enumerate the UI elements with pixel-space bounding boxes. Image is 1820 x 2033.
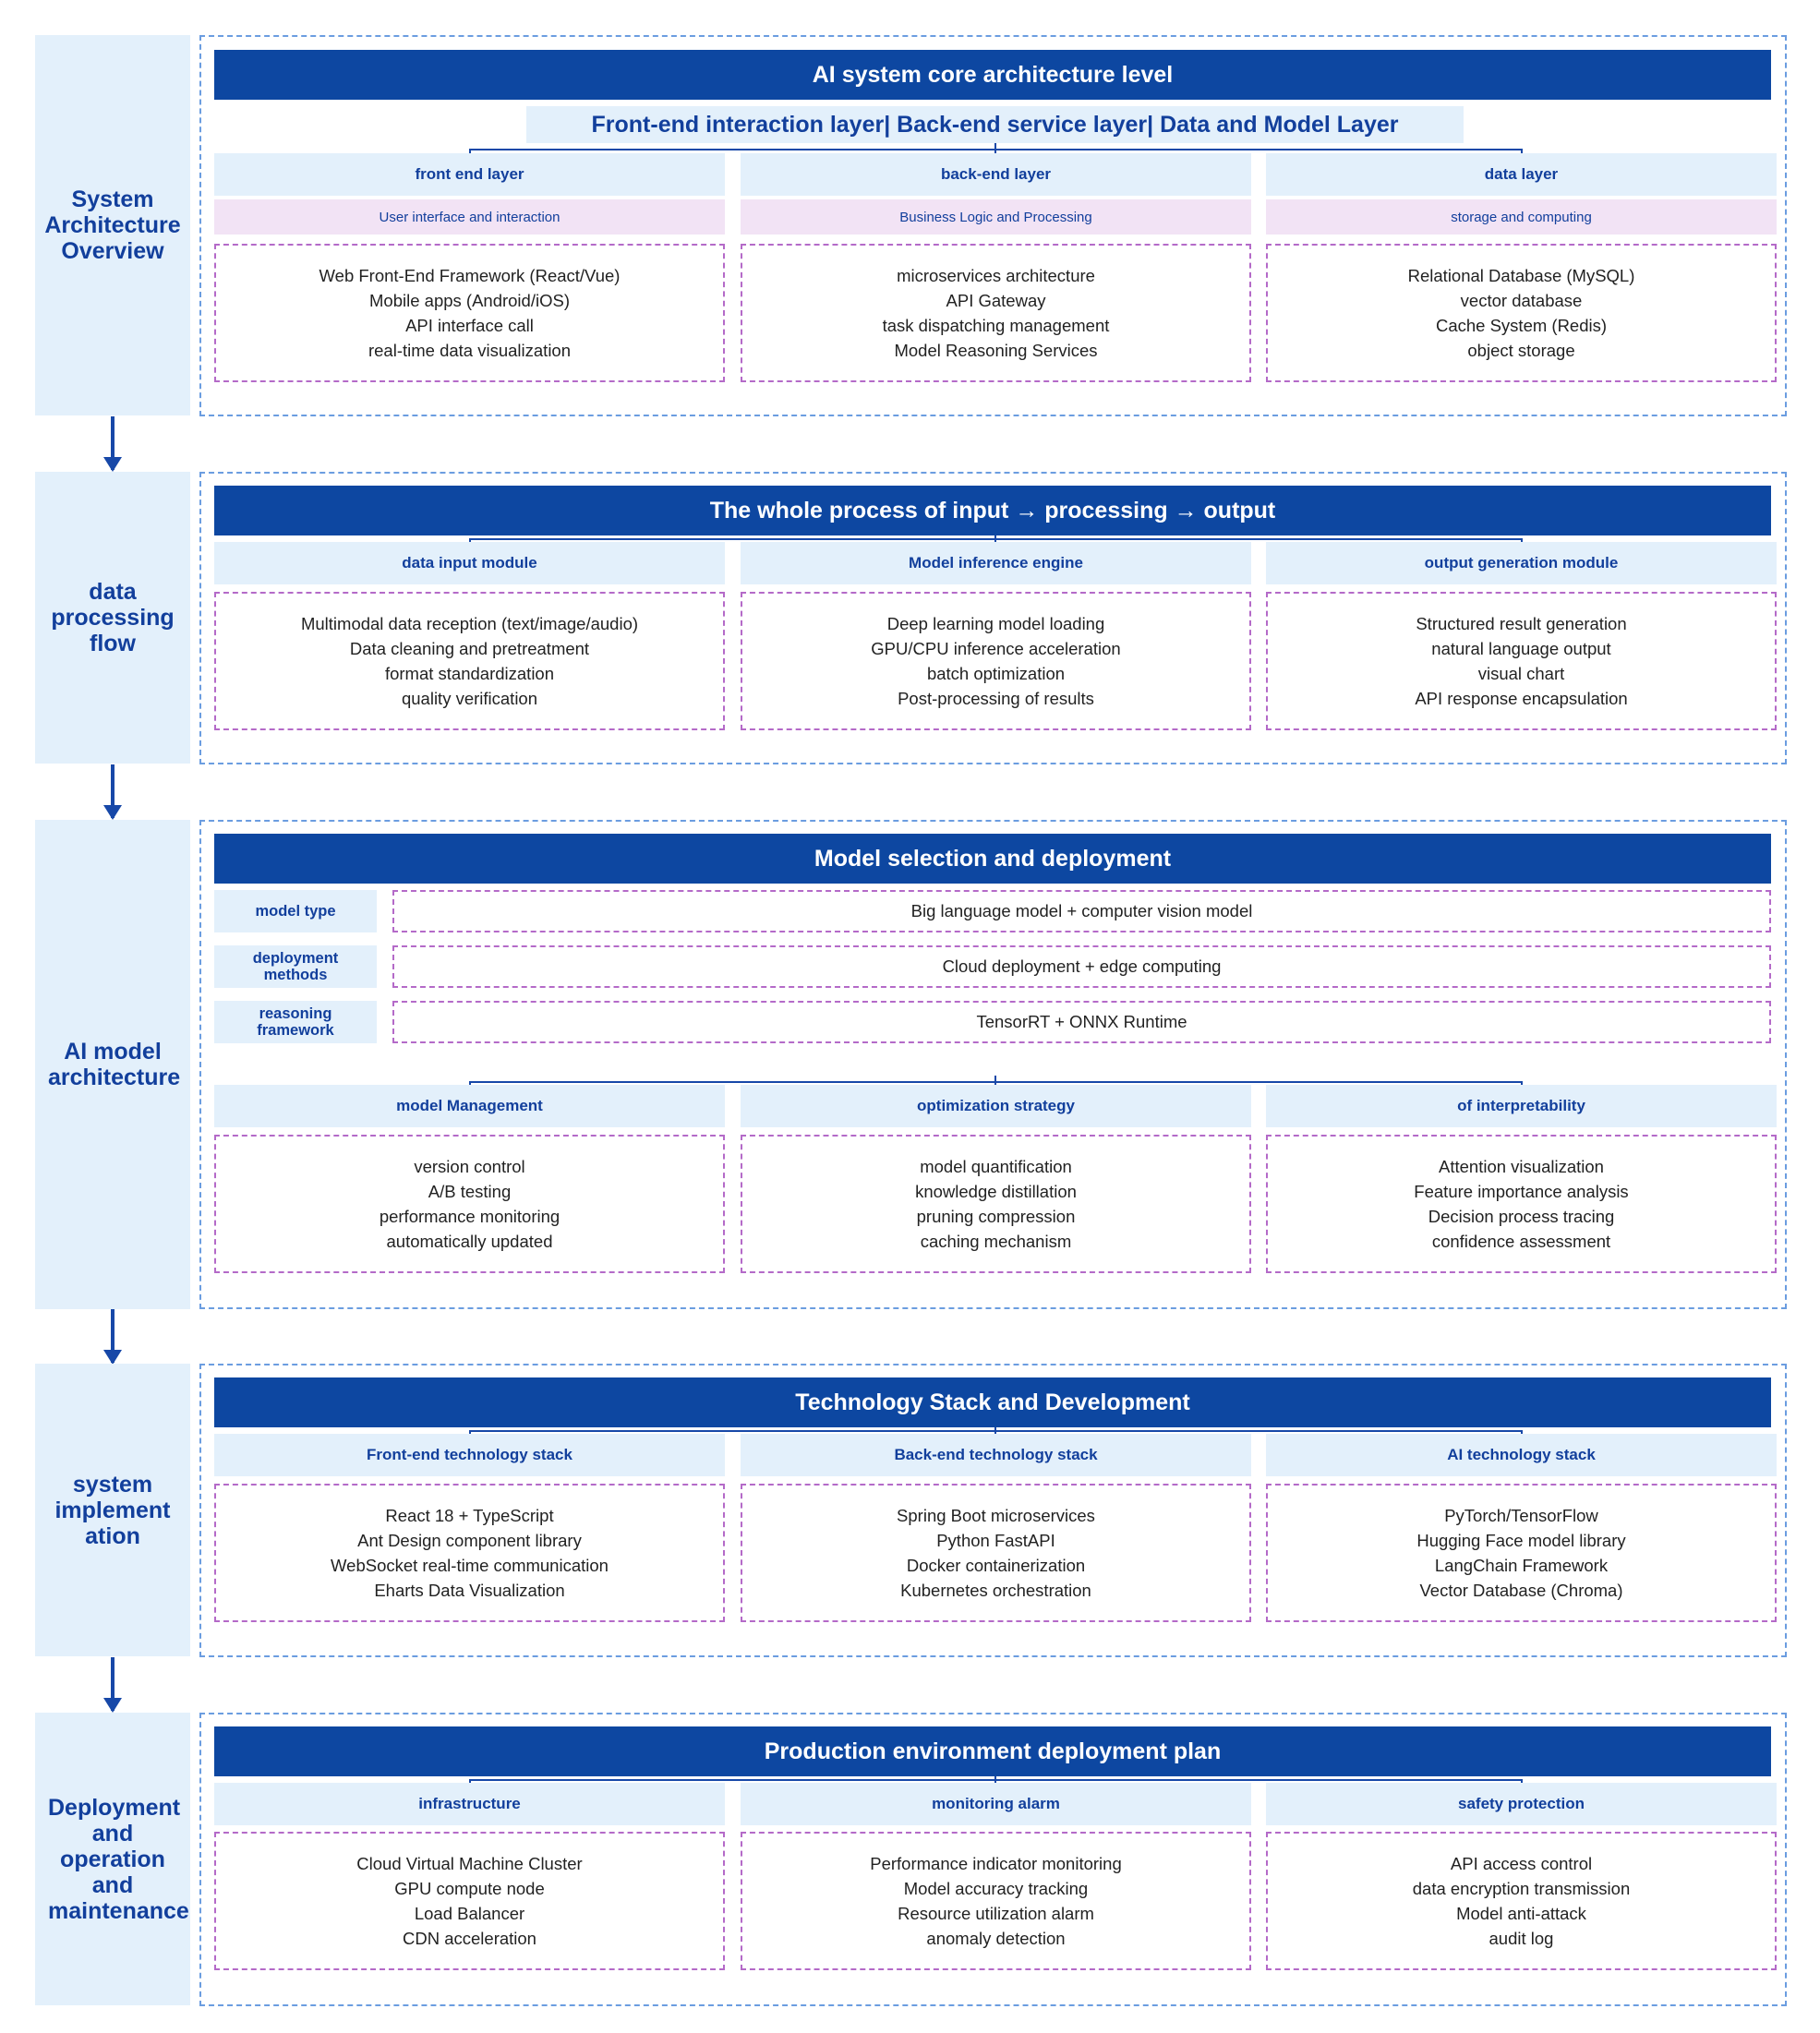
list-item: visual chart (1477, 664, 1565, 683)
list-item: caching mechanism (920, 1232, 1072, 1251)
column-head-safety-protection: safety protection (1266, 1783, 1777, 1825)
section-label-text: Deployment and operation and maintenance (48, 1794, 189, 1924)
section-subtitle-architecture (526, 106, 1464, 143)
section-title-data-processing (214, 486, 1771, 535)
list-item: Model accuracy tracking (903, 1879, 1089, 1898)
list-item: Eharts Data Visualization (374, 1581, 565, 1600)
column-content-data (1266, 244, 1777, 382)
list-item: vector database (1460, 291, 1583, 310)
list-item: Docker containerization (906, 1556, 1086, 1575)
list-item: version control (414, 1157, 525, 1176)
column-content-monitoring-alarm (741, 1832, 1251, 1970)
list-item: Load Balancer (414, 1904, 525, 1923)
list-item: Data cleaning and pretreatment (349, 639, 590, 658)
section-title-deployment (214, 1726, 1771, 1776)
list-item: automatically updated (386, 1232, 553, 1251)
column-content-output-generation (1266, 592, 1777, 730)
list-item: Kubernetes orchestration (900, 1581, 1091, 1600)
list-item: Web Front-End Framework (React/Vue) (319, 266, 621, 285)
section-label-deployment-operations (35, 1713, 190, 2005)
list-item: format standardization (384, 664, 555, 683)
list-item: batch optimization (926, 664, 1066, 683)
list-item: API response encapsulation (1415, 689, 1628, 708)
column-sub-front-end: User interface and interaction (214, 199, 725, 235)
list-item: Model Reasoning Services (894, 341, 1098, 360)
column-head-infrastructure: infrastructure (214, 1783, 725, 1825)
list-item: Post-processing of results (898, 689, 1094, 708)
flow-arrow-down (111, 1309, 115, 1363)
list-item: API Gateway (946, 291, 1046, 310)
list-item: WebSocket real-time communication (331, 1556, 609, 1575)
column-content-back-end-stack (741, 1484, 1251, 1622)
column-head-back-end-layer: back-end layer (741, 153, 1251, 196)
column-head-ai-stack: AI technology stack (1266, 1434, 1777, 1476)
list-item: Decision process tracing (1428, 1207, 1615, 1226)
list-item: Python FastAPI (936, 1531, 1055, 1550)
list-item: Cache System (Redis) (1435, 316, 1608, 335)
section-label-data-processing (35, 472, 190, 764)
list-item: Vector Database (Chroma) (1419, 1581, 1623, 1600)
column-head-optimization-strategy: optimization strategy (741, 1085, 1251, 1127)
list-item: Ant Design component library (357, 1531, 582, 1550)
section-title-text: Model selection and deployment (814, 845, 1172, 872)
list-item: Structured result generation (1416, 614, 1627, 633)
list-item: natural language output (1431, 639, 1611, 658)
list-item: Hugging Face model library (1416, 1531, 1626, 1550)
column-content-infrastructure (214, 1832, 725, 1970)
section-title-text: AI system core architecture level (812, 61, 1174, 88)
section-label-text: System Architecture Overview (44, 186, 181, 264)
row-label-reasoning-framework: reasoning framework (214, 1001, 377, 1043)
list-item: pruning compression (916, 1207, 1076, 1226)
list-item: Multimodal data reception (text/image/audio) (300, 614, 639, 633)
list-item: knowledge distillation (915, 1182, 1077, 1201)
column-content-inference-engine (741, 592, 1251, 730)
list-item: performance monitoring (379, 1207, 560, 1226)
list-item: GPU compute node (394, 1879, 545, 1898)
column-head-output-generation: output generation module (1266, 542, 1777, 584)
list-item: LangChain Framework (1434, 1556, 1609, 1575)
list-item: model quantification (920, 1157, 1072, 1176)
list-item: API access control (1450, 1854, 1593, 1873)
list-item: microservices architecture (897, 266, 1095, 285)
section-label-ai-model (35, 820, 190, 1309)
column-content-front-end-stack (214, 1484, 725, 1622)
section-label-system-architecture (35, 35, 190, 415)
list-item: PyTorch/TensorFlow (1444, 1506, 1598, 1525)
list-item: data encryption transmission (1412, 1879, 1631, 1898)
column-sub-data: storage and computing (1266, 199, 1777, 235)
column-content-front-end (214, 244, 725, 382)
list-item: API interface call (405, 316, 534, 335)
column-content-safety-protection (1266, 1832, 1777, 1970)
row-value-model-type: Big language model + computer vision model (392, 890, 1771, 932)
column-head-front-end-layer: front end layer (214, 153, 725, 196)
column-content-model-management (214, 1135, 725, 1273)
list-item: GPU/CPU inference acceleration (871, 639, 1121, 658)
column-head-model-management: model Management (214, 1085, 725, 1127)
column-head-data-input: data input module (214, 542, 725, 584)
list-item: confidence assessment (1431, 1232, 1611, 1251)
list-item: object storage (1467, 341, 1575, 360)
list-item: task dispatching management (882, 316, 1110, 335)
row-value-deployment-methods: Cloud deployment + edge computing (392, 945, 1771, 988)
list-item: Relational Database (MySQL) (1407, 266, 1635, 285)
column-content-optimization-strategy (741, 1135, 1251, 1273)
list-item: Deep learning model loading (886, 614, 1105, 633)
column-head-interpretability: of interpretability (1266, 1085, 1777, 1127)
column-content-data-input (214, 592, 725, 730)
list-item: Performance indicator monitoring (870, 1854, 1122, 1873)
section-label-text: AI model architecture (48, 1039, 181, 1090)
section-label-text: data processing flow (51, 579, 175, 656)
column-head-front-end-stack: Front-end technology stack (214, 1434, 725, 1476)
column-head-back-end-stack: Back-end technology stack (741, 1434, 1251, 1476)
section-title-implementation (214, 1377, 1771, 1427)
list-item: audit log (1489, 1929, 1554, 1948)
column-head-inference-engine: Model inference engine (741, 542, 1251, 584)
list-item: Mobile apps (Android/iOS) (369, 291, 570, 310)
list-item: real-time data visualization (368, 341, 572, 360)
section-subtitle-text: Front-end interaction layer| Back-end service layer| Data and Model Layer (591, 111, 1399, 138)
section-title-text: The whole process of input → processing → output (709, 497, 1276, 523)
section-title-architecture (214, 50, 1771, 100)
section-title-text: Technology Stack and Development (795, 1389, 1190, 1415)
column-content-interpretability (1266, 1135, 1777, 1273)
column-content-ai-stack (1266, 1484, 1777, 1622)
list-item: quality verification (401, 689, 538, 708)
flow-arrow-down (111, 764, 115, 818)
column-content-back-end (741, 244, 1251, 382)
flow-arrow-down (111, 1657, 115, 1711)
list-item: Cloud Virtual Machine Cluster (356, 1854, 583, 1873)
flow-arrow-down (111, 416, 115, 470)
section-title-ai-model (214, 834, 1771, 884)
section-title-text: Production environment deployment plan (764, 1738, 1222, 1764)
list-item: Feature importance analysis (1414, 1182, 1629, 1201)
column-head-data-layer: data layer (1266, 153, 1777, 196)
list-item: A/B testing (428, 1182, 512, 1201)
list-item: Spring Boot microservices (897, 1506, 1095, 1525)
list-item: Model anti-attack (1456, 1904, 1586, 1923)
column-sub-back-end: Business Logic and Processing (741, 199, 1251, 235)
row-value-reasoning-framework: TensorRT + ONNX Runtime (392, 1001, 1771, 1043)
section-label-text: system implement ation (54, 1471, 171, 1549)
row-label-deployment-methods: deployment methods (214, 945, 377, 988)
list-item: anomaly detection (926, 1929, 1066, 1948)
row-label-model-type: model type (214, 890, 377, 932)
list-item: CDN acceleration (403, 1929, 536, 1948)
list-item: Resource utilization alarm (898, 1904, 1094, 1923)
list-item: React 18 + TypeScript (385, 1506, 554, 1525)
list-item: Attention visualization (1439, 1157, 1604, 1176)
column-head-monitoring-alarm: monitoring alarm (741, 1783, 1251, 1825)
section-label-system-implementation (35, 1364, 190, 1656)
